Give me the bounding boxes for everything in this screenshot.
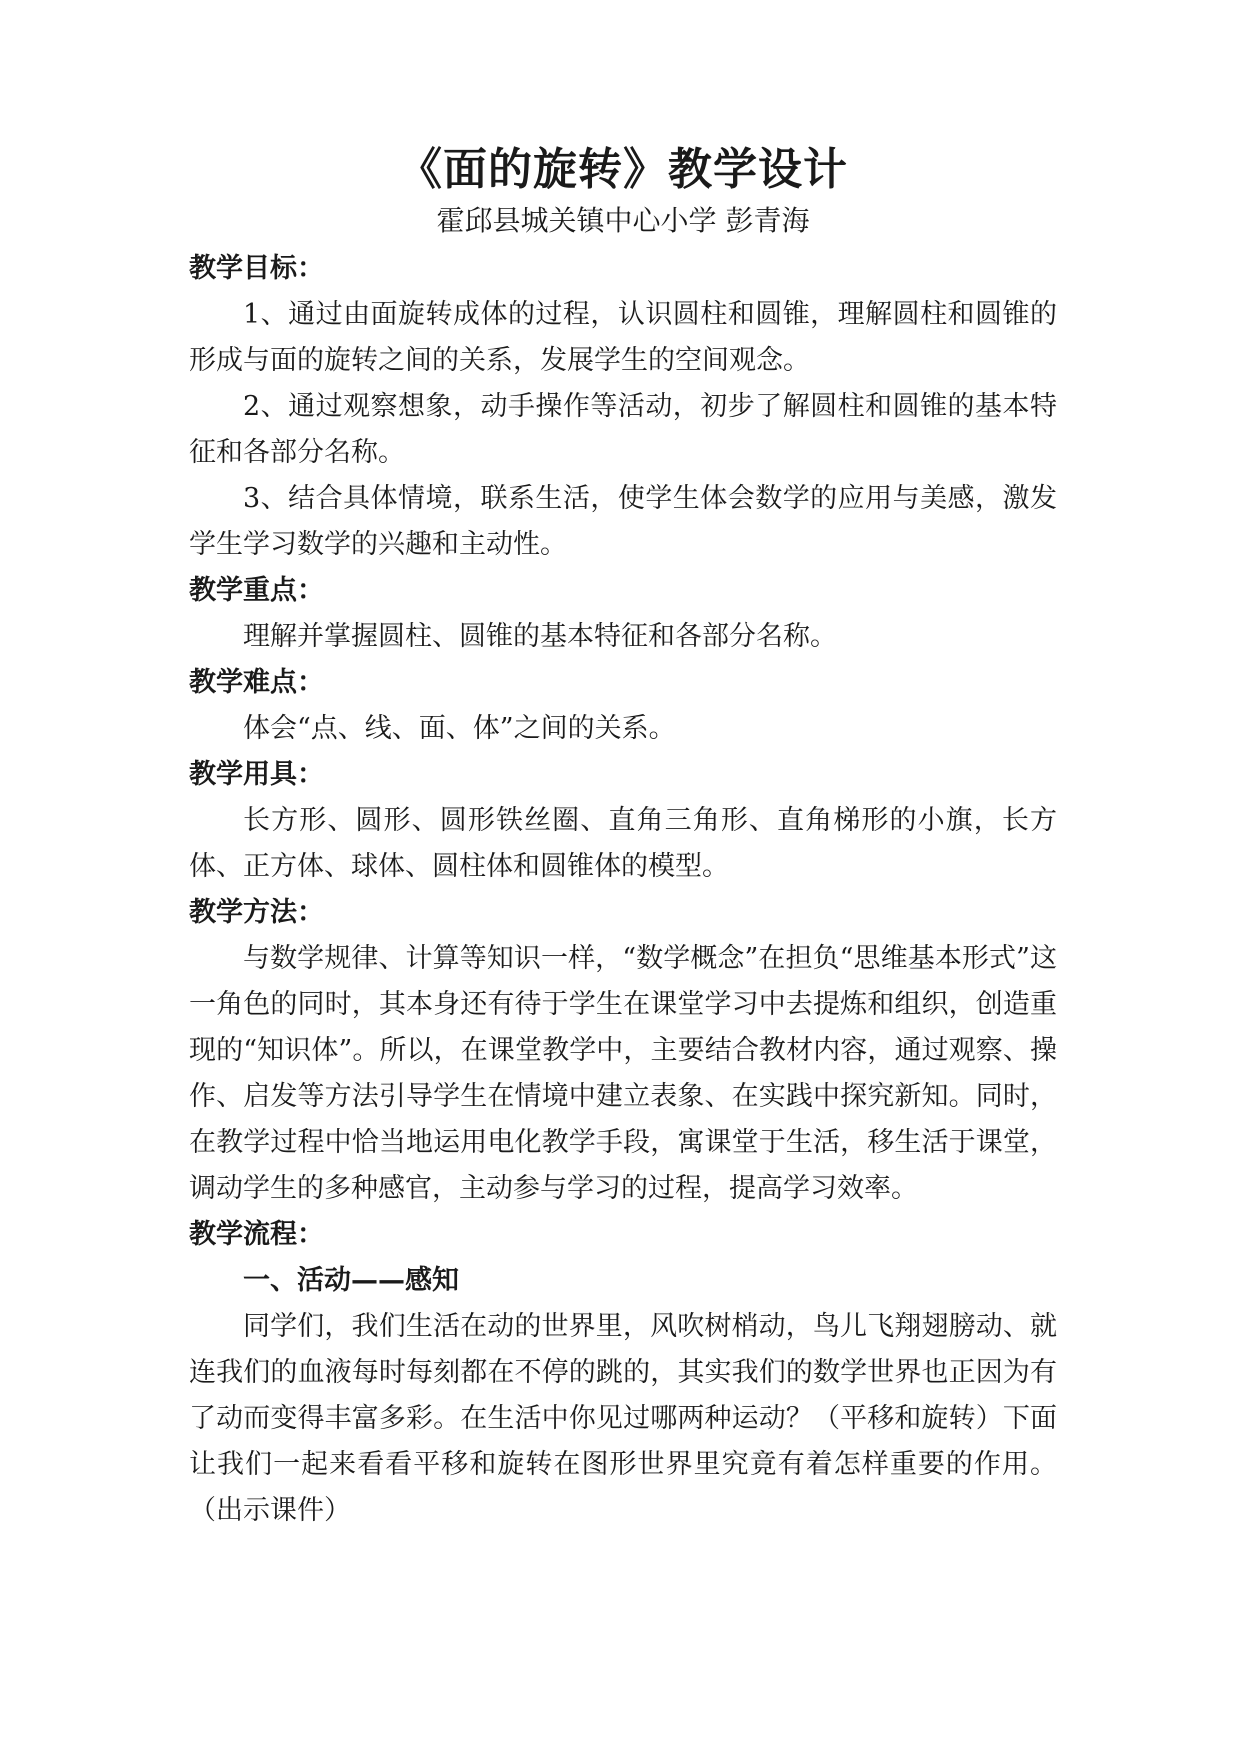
methods-heading: 教学方法：: [189, 897, 324, 928]
objective-item-1: 1、通过由面旋转成体的过程，认识圆柱和圆锥，理解圆柱和圆锥的形成与面的旋转之间的关系，发展学生的空间观念。: [189, 299, 1057, 376]
objective-item-2: 2、通过观察想象，动手操作等活动，初步了解圆柱和圆锥的基本特征和各部分名称。: [189, 391, 1057, 468]
tools-text: 长方形、圆形、圆形铁丝圈、直角三角形、直角梯形的小旗，长方体、正方体、球体、圆柱体和圆锥体的模型。: [189, 805, 1057, 882]
difficulties-heading: 教学难点：: [189, 667, 324, 698]
document-title: 《面的旋转》教学设计: [398, 144, 848, 195]
process-step1-heading: 一、活动——感知: [243, 1265, 459, 1296]
tools-heading: 教学用具：: [189, 759, 324, 790]
difficulties-text: 体会“点、线、面、体”之间的关系。: [243, 713, 676, 744]
key-points-text: 理解并掌握圆柱、圆锥的基本特征和各部分名称。: [243, 621, 837, 652]
document-author: 霍邱县城关镇中心小学 彭青海: [436, 204, 810, 237]
objectives-heading: 教学目标：: [189, 253, 324, 284]
document-page: [189, 140, 1057, 1534]
key-points-heading: 教学重点：: [189, 575, 324, 606]
objective-item-3: 3、结合具体情境，联系生活，使学生体会数学的应用与美感，激发学生学习数学的兴趣和主动性。: [189, 483, 1057, 560]
methods-text: 与数学规律、计算等知识一样，“数学概念”在担负“思维基本形式”这一角色的同时，其本身还有待于学生在课堂学习中去提炼和组织，创造重现的“知识体”。所以，在课堂教学中，主要结合教材内容，通过观察、操作、启发等方法引导学生在情境中建立表象、在实践中探究新知。同时，在教学过程中恰当地运用电化教学手段，寓课堂于生活，移生活于课堂，调动学生的多种感官，主动参与学习的过程，提高学习效率。: [189, 943, 1057, 1204]
process-step1-text: 同学们，我们生活在动的世界里，风吹树梢动，鸟儿飞翔翅膀动、就连我们的血液每时每刻都在不停的跳的，其实我们的数学世界也正因为有了动而变得丰富多彩。在生活中你见过哪两种运动？（平移和旋转）下面让我们一起来看看平移和旋转在图形世界里究竟有着怎样重要的作用。（出示课件）: [189, 1311, 1057, 1526]
process-heading: 教学流程：: [189, 1219, 324, 1250]
